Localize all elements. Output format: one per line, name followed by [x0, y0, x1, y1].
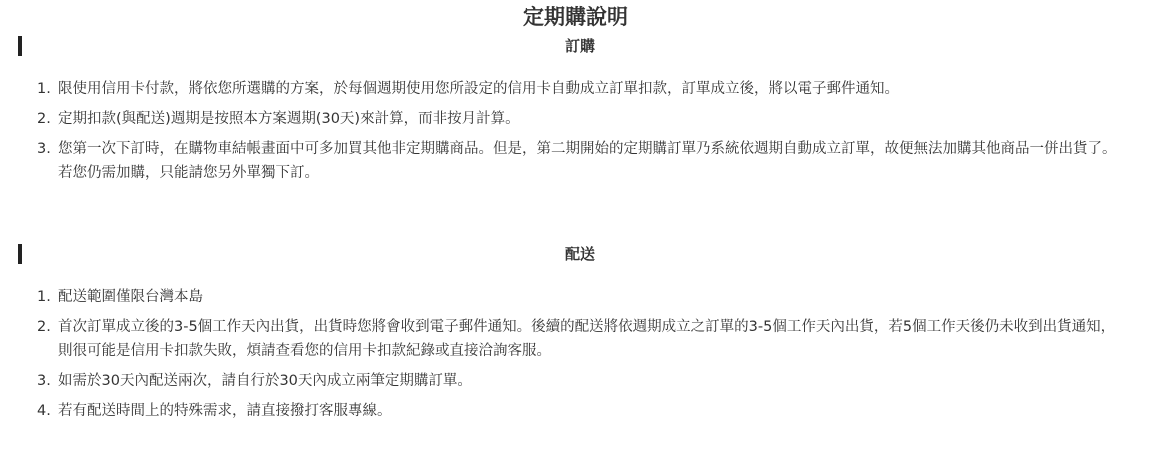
list-item: [0, 285, 1151, 309]
list-item: [0, 315, 1151, 363]
item-text: 首次訂單成立後的3-5個工作天內出貨，出貨時您將會收到電子郵件通知。後續的配送將依週期成立之訂單的3-5個工作天內出貨，若5個工作天後仍未收到出貨通知，則很可能是信用卡扣款失敗，煩請查看您的信用卡扣款紀錄或直接洽詢客服。: [58, 319, 1116, 359]
order-list: [0, 77, 1151, 191]
item-number: 3.: [37, 373, 51, 389]
page-title: 定期購說明: [523, 5, 628, 29]
item-number: 2.: [37, 111, 51, 127]
delivery-list: [0, 285, 1151, 429]
item-number: 1.: [37, 289, 51, 305]
list-item: [0, 77, 1151, 101]
list-item: [0, 107, 1151, 131]
item-number: 4.: [37, 403, 51, 419]
list-item: [0, 369, 1151, 393]
item-number: 2.: [37, 319, 51, 335]
item-number: 3.: [37, 141, 51, 157]
section-heading-delivery: 配送: [564, 245, 595, 263]
item-text: 配送範圍僅限台灣本島: [58, 289, 203, 305]
item-text: 如需於30天內配送兩次，請自行於30天內成立兩筆定期購訂單。: [58, 373, 472, 389]
item-text: 您第一次下訂時，在購物車結帳畫面中可多加買其他非定期購商品。但是，第二期開始的定期購訂單乃系統依週期自動成立訂單，故便無法加購其他商品一併出貨了。若您仍需加購，只能請您另外單獨下訂。: [58, 141, 1117, 181]
item-number: 1.: [37, 81, 51, 97]
item-text: 定期扣款(與配送)週期是按照本方案週期(30天)來計算，而非按月計算。: [58, 111, 520, 127]
list-item: [0, 399, 1151, 423]
list-item: [0, 137, 1151, 185]
item-text: 限使用信用卡付款，將依您所選購的方案，於每個週期使用您所設定的信用卡自動成立訂單扣款，訂單成立後，將以電子郵件通知。: [58, 81, 899, 97]
section-heading-order: 訂購: [564, 37, 595, 55]
item-text: 若有配送時間上的特殊需求，請直接撥打客服專線。: [58, 403, 392, 419]
